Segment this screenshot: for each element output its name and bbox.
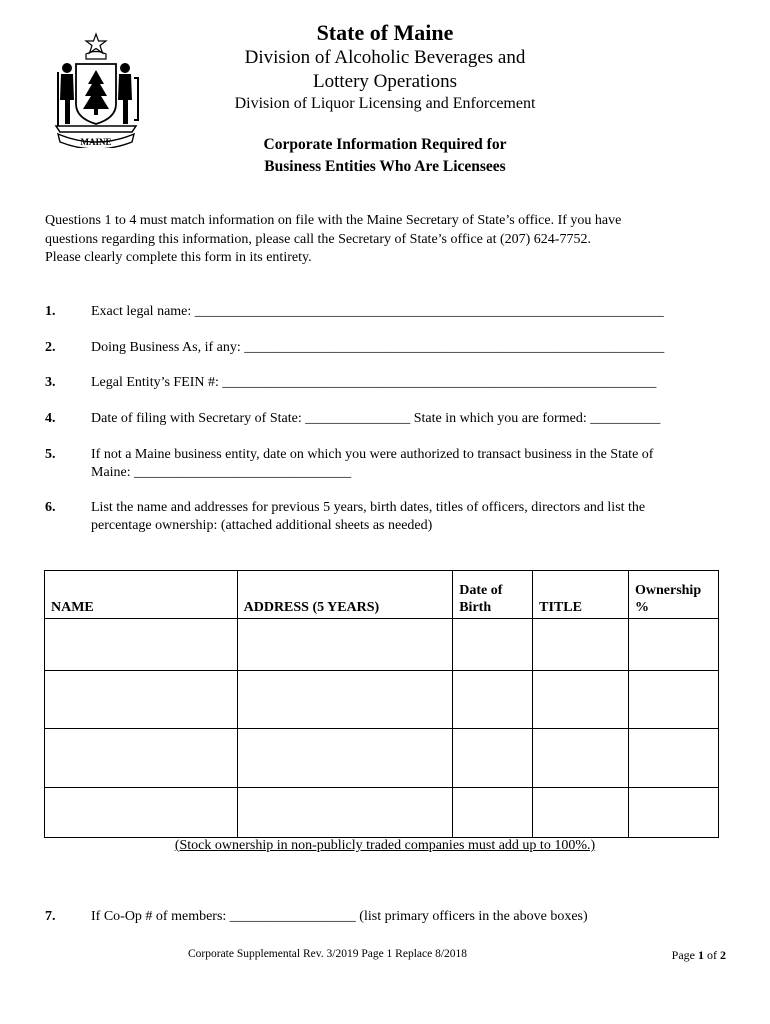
coop-members-field[interactable]: If Co-Op # of members: __________________ (list primary officers in the above boxes) (91, 909, 588, 924)
name-cell[interactable] (45, 619, 238, 671)
question-number: 7. (45, 909, 56, 924)
question-number: 2. (45, 340, 56, 355)
intro-line: Questions 1 to 4 must match information on file with the Maine Secretary of State’s office. If you have (45, 213, 622, 228)
question-number: 1. (45, 304, 56, 319)
table-row (45, 788, 719, 838)
ownership-cell[interactable] (628, 671, 718, 729)
question-number: 5. (45, 447, 56, 462)
col-header-address: ADDRESS (5 YEARS) (237, 571, 453, 619)
intro-line: Please clearly complete this form in its entirety. (45, 250, 312, 265)
legal-name-field[interactable]: Exact legal name: ___________________________________________________________________ (91, 304, 664, 319)
dob-cell[interactable] (453, 788, 533, 838)
form-title-line-1: Corporate Information Required for (263, 136, 507, 153)
table-header-row (45, 571, 719, 619)
title-cell[interactable] (533, 671, 629, 729)
fein-field[interactable]: Legal Entity’s FEIN #: ______________________________________________________________ (91, 375, 657, 390)
address-cell[interactable] (237, 729, 453, 788)
division-line-1: Division of Alcoholic Beverages and (244, 47, 526, 68)
col-header-dob: Date of Birth (453, 571, 533, 619)
page-number: Page 1 of 2 (671, 948, 726, 962)
col-header-name: NAME (45, 571, 238, 619)
state-heading: State of Maine (316, 20, 454, 45)
authorization-date-field[interactable]: Maine: _______________________________ (91, 465, 352, 480)
address-cell[interactable] (237, 619, 453, 671)
subdivision-heading: Division of Liquor Licensing and Enforcement (234, 95, 536, 112)
title-cell[interactable] (533, 788, 629, 838)
ownership-cell[interactable] (628, 788, 718, 838)
ownership-cell[interactable] (628, 729, 718, 788)
svg-text:MAINE: MAINE (80, 137, 112, 147)
question-number: 4. (45, 411, 56, 426)
question-text-line: List the name and addresses for previous 5 years, birth dates, titles of officers, directors and list the (91, 500, 646, 515)
question-text-line: percentage ownership: (attached additional sheets as needed) (91, 518, 433, 533)
intro-line: questions regarding this information, please call the Secretary of State’s office at (207) 624-7752. (45, 231, 591, 247)
footer-revision: Corporate Supplemental Rev. 3/2019 Page 1 Replace 8/2018 (188, 948, 468, 960)
dob-cell[interactable] (453, 619, 533, 671)
filing-date-state-field[interactable]: Date of filing with Secretary of State: _______________ State in which you are formed: __________ (91, 411, 661, 426)
ownership-cell[interactable] (628, 619, 718, 671)
name-cell[interactable] (45, 729, 238, 788)
division-line-2: Lottery Operations (312, 71, 458, 92)
col-header-ownership: Ownership % (628, 571, 718, 619)
table-row (45, 619, 719, 671)
form-title-line-2: Business Entities Who Are Licensees (264, 158, 506, 175)
question-number: 6. (45, 500, 56, 515)
question-5-text (91, 446, 731, 482)
col-header-title: TITLE (533, 571, 629, 619)
name-cell[interactable] (45, 788, 238, 838)
stock-ownership-note: (Stock ownership in non-publicly traded companies must add up to 100%.) (174, 838, 596, 853)
dob-cell[interactable] (453, 729, 533, 788)
question-number: 3. (45, 375, 56, 390)
address-cell[interactable] (237, 671, 453, 729)
name-cell[interactable] (45, 671, 238, 729)
intro-paragraph (45, 212, 725, 268)
dba-field[interactable]: Doing Business As, if any: ____________________________________________________________ (91, 340, 665, 355)
title-cell[interactable] (533, 619, 629, 671)
table-row (45, 671, 719, 729)
officers-table (44, 570, 719, 838)
question-text-line: If not a Maine business entity, date on which you were authorized to transact business in the State of (91, 447, 654, 462)
address-cell[interactable] (237, 788, 453, 838)
question-6-text (91, 499, 731, 535)
table-row (45, 729, 719, 788)
title-cell[interactable] (533, 729, 629, 788)
dob-cell[interactable] (453, 671, 533, 729)
